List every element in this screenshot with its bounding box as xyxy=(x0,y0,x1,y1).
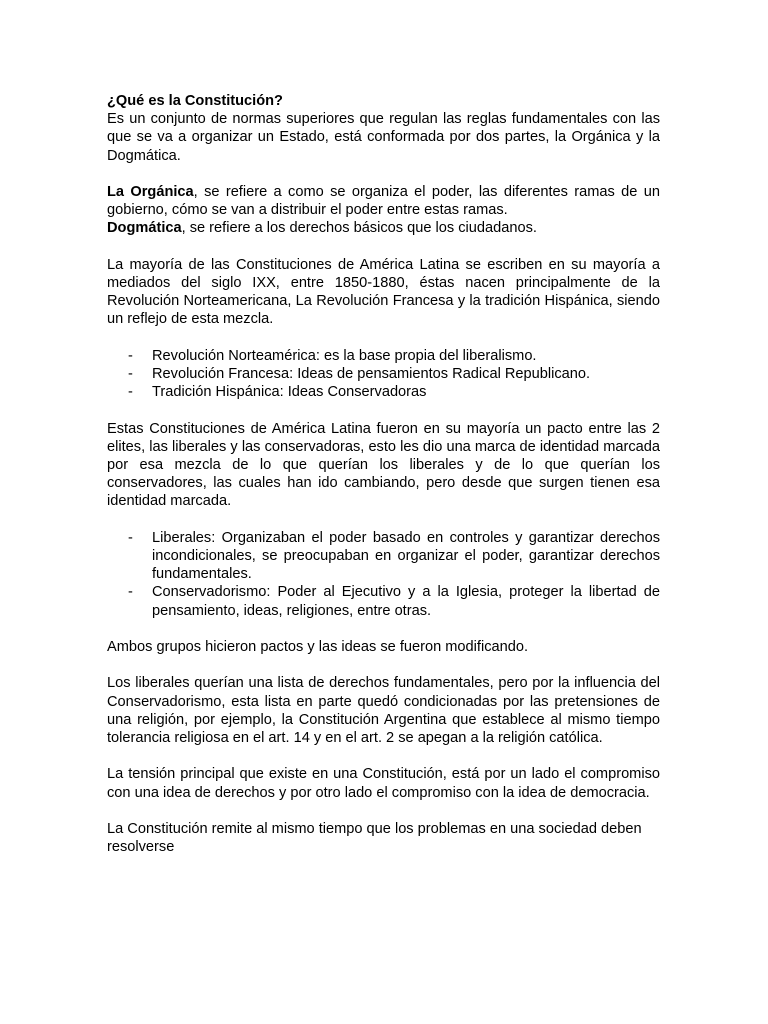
final-paragraph: La Constitución remite al mismo tiempo que los problemas en una sociedad deben resolverse xyxy=(107,820,642,856)
influences-list xyxy=(107,347,660,402)
tension-paragraph: La tensión principal que existe en una Constitución, está por un lado el compromiso con una idea de derechos y por otro lado el compromiso con la idea de democracia. xyxy=(107,766,660,801)
dogmatica-paragraph xyxy=(107,219,660,237)
dash-marker: - xyxy=(128,366,133,382)
dash-marker: - xyxy=(128,584,133,601)
list-item: - Conservadorismo: Poder al Ejecutivo y a la Iglesia, proteger la libertad de pensamiento, ideas, religiones, entre otras. xyxy=(128,584,660,619)
dash-marker: - xyxy=(128,347,133,364)
document-title: ¿Qué es la Constitución? xyxy=(107,93,283,109)
groups-list xyxy=(107,529,660,620)
dash-marker: - xyxy=(128,384,133,401)
liberales-paragraph: Los liberales querían una lista de derechos fundamentales, pero por la influencia del Conservadorismo, esta lista en parte quedó condicionadas por las pretensiones de una religión, por ejemplo, la Constitución Argentina que establece al mismo tiempo tolerancia religiosa en el art. 14 y en el art. 2 se apegan a la religión católica. xyxy=(107,675,660,746)
document-page xyxy=(107,92,660,856)
dogmatica-text: , se refiere a los derechos básicos que los ciudadanos. xyxy=(181,220,537,237)
list-item: - Liberales: Organizaban el poder basado en controles y garantizar derechos incondicionales, se preocupaban en organizar el poder, garantizar derechos fundamentales. xyxy=(128,529,660,583)
organica-paragraph xyxy=(107,183,660,219)
dogmatica-term: Dogmática xyxy=(107,220,182,237)
ambos-paragraph: Ambos grupos hicieron pactos y las ideas se fueron modificando. xyxy=(107,639,529,655)
intro-paragraph: Es un conjunto de normas superiores que regulan las reglas fundamentales con las que se va a organizar un Estado, está conformada por dos partes, la Orgánica y la Dogmática. xyxy=(107,111,660,164)
list-item: - Revolución Norteamérica: es la base propia del liberalismo. xyxy=(128,347,537,364)
organica-text: , se refiere a como se organiza el poder, las diferentes ramas de un gobierno, cómo se van a distribuir el poder entre estas ramas. xyxy=(107,184,660,219)
list-item: - Tradición Hispánica: Ideas Conservadoras xyxy=(128,384,427,401)
dash-marker: - xyxy=(128,529,133,546)
list-item: - Revolución Francesa: Ideas de pensamientos Radical Republicano. xyxy=(128,366,591,382)
latam-paragraph: La mayoría de las Constituciones de América Latina se escriben en su mayoría a mediados del siglo IXX, entre 1850-1880, éstas nacen principalmente de la Revolución Norteamericana, La Revolución Francesa y la tradición Hispánica, siendo un reflejo de esta mezcla. xyxy=(107,256,660,328)
pacto-paragraph: Estas Constituciones de América Latina fueron en su mayoría un pacto entre las 2 elites, las liberales y las conservadoras, esto les dio una marca de identidad marcada por esa mezcla de lo que querían los liberales y de lo que querían los conservadores, las cuales han ido cambiando, pero desde que surgen tienen esa identidad marcada. xyxy=(107,420,660,510)
organica-term: La Orgánica xyxy=(107,184,194,200)
